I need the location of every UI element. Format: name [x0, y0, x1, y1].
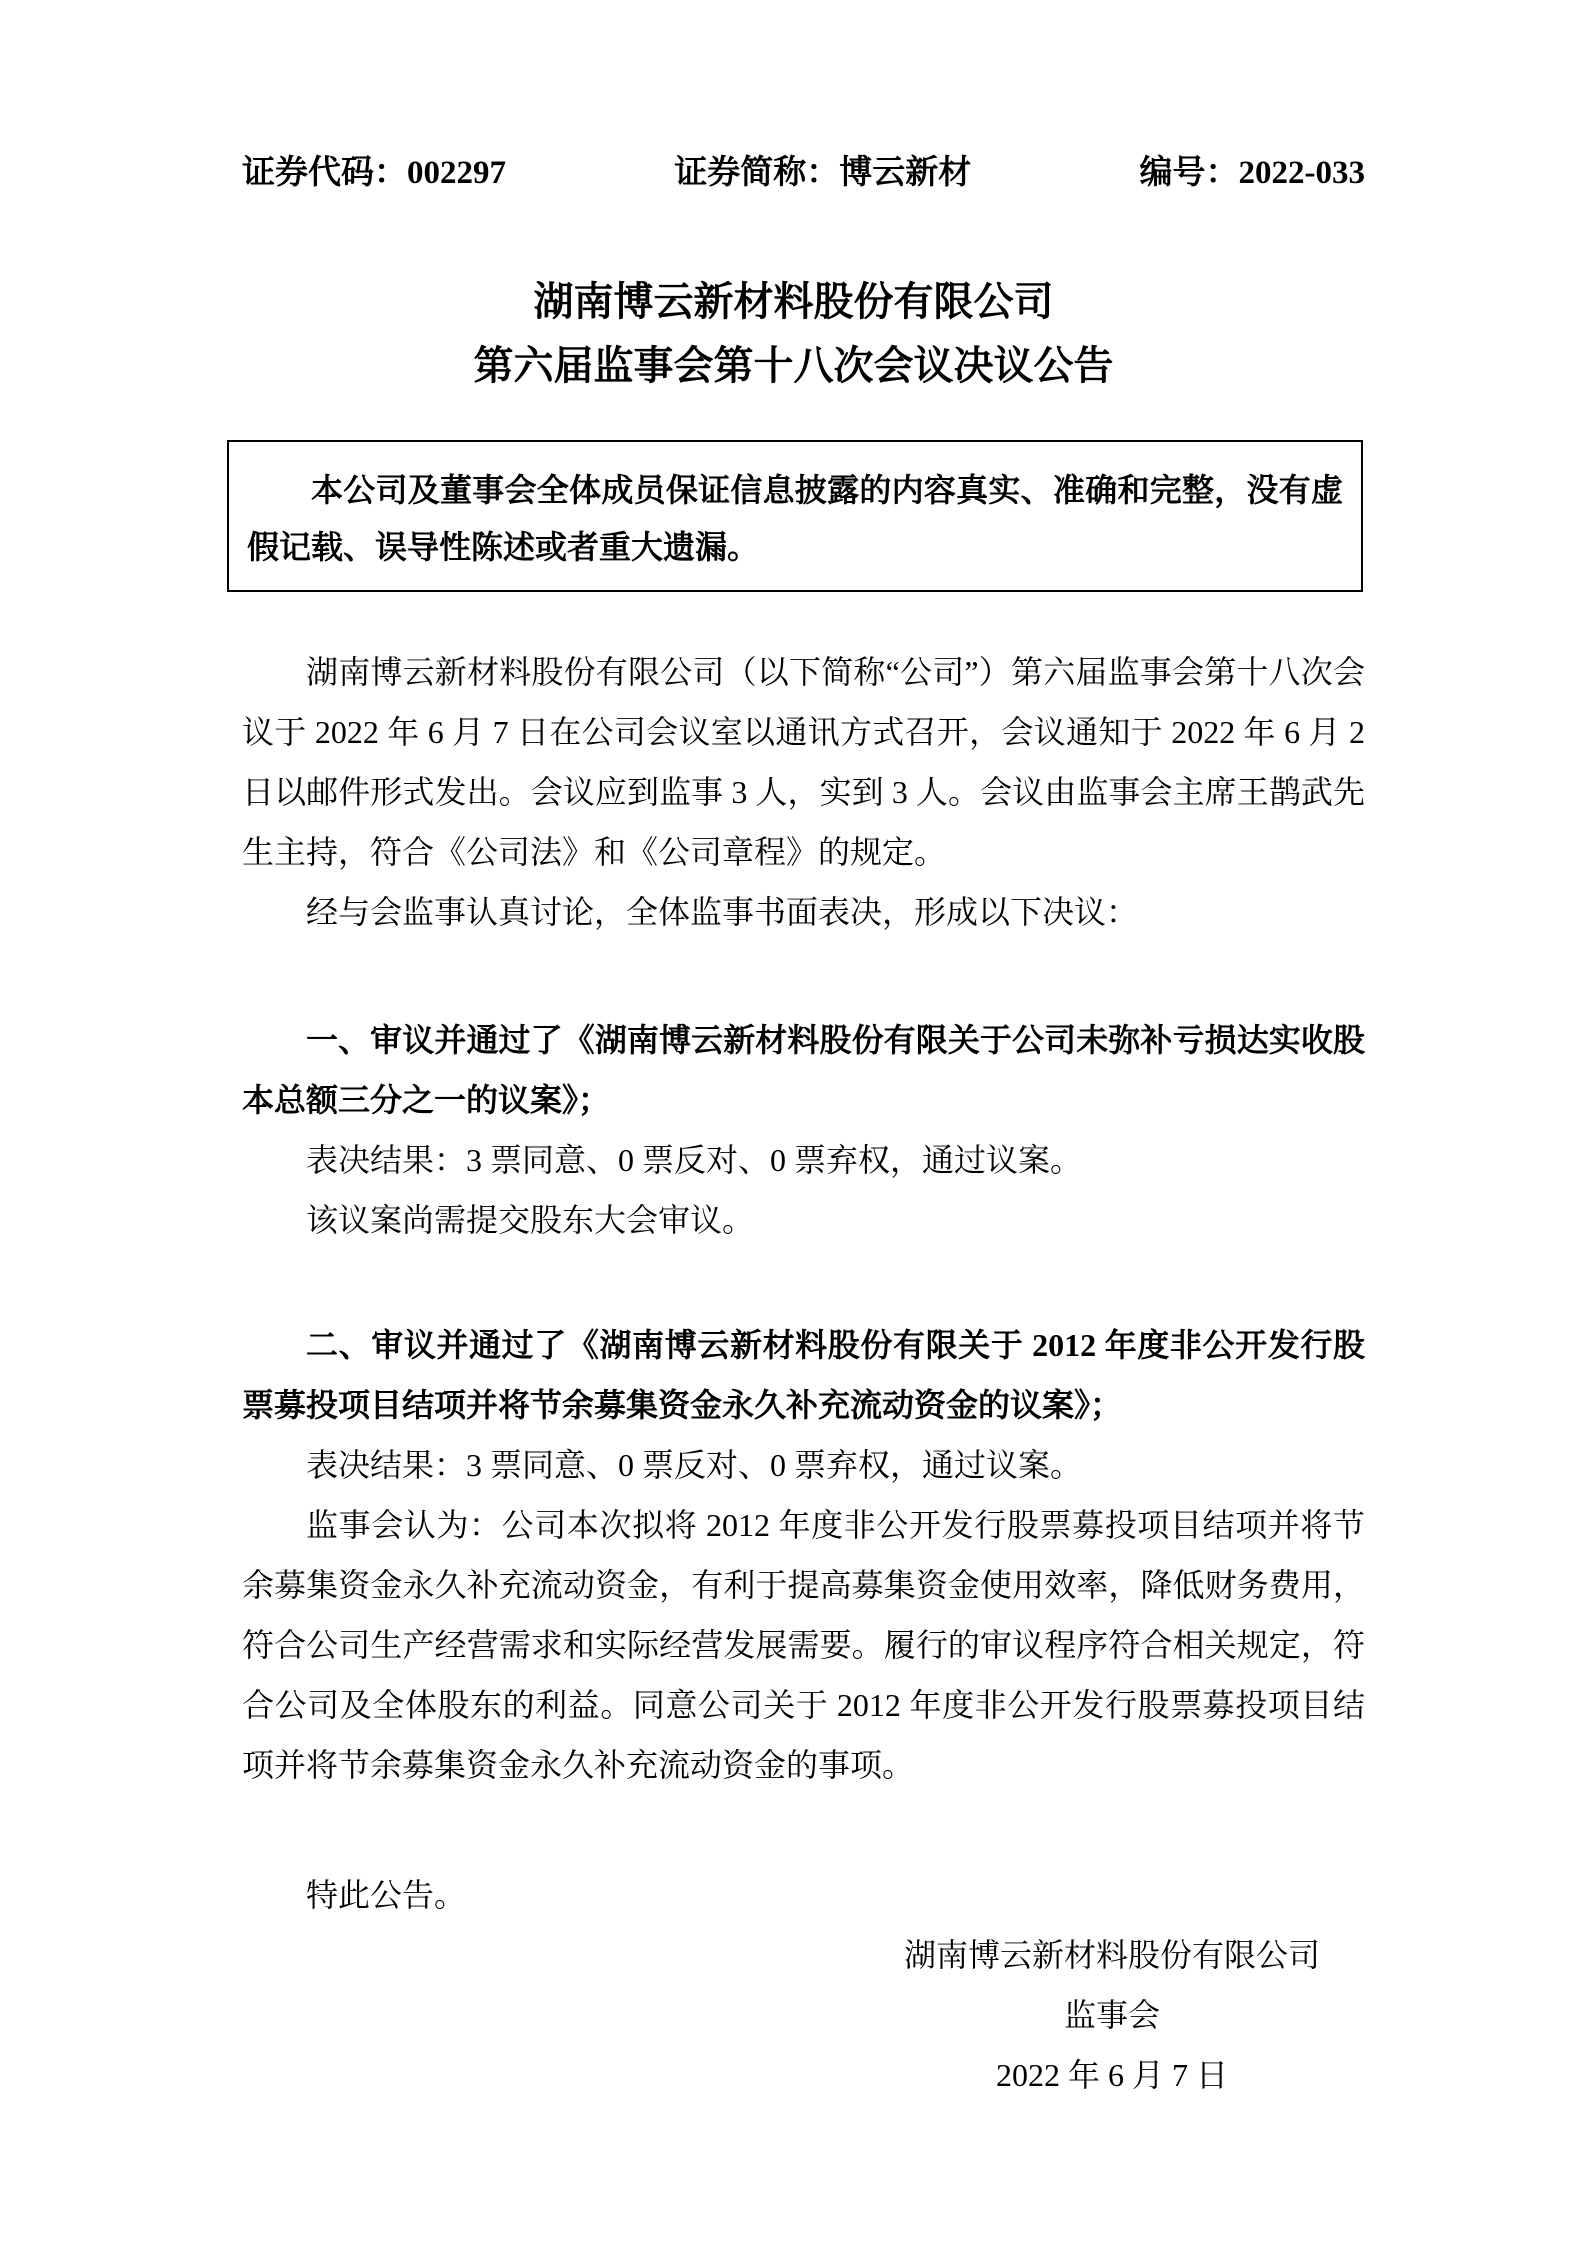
announcement-number: 编号：2022-033	[1139, 155, 1365, 191]
resolution-1-title: 一、审议并通过了《湖南博云新材料股份有限关于公司未弥补亏损达实收股本总额三分之一的议案》；	[242, 1022, 1365, 1118]
signature-board: 监事会	[1063, 1997, 1160, 2033]
signature-company: 湖南博云新材料股份有限公司	[903, 1937, 1320, 1973]
paragraph-resolution-intro: 经与会监事认真讨论，全体监事书面表决，形成以下决议：	[306, 894, 1139, 930]
resolution-2-title: 二、审议并通过了《湖南博云新材料股份有限关于 2012 年度非公开发行股票募投项目结项并将节余募集资金永久补充流动资金的议案》；	[242, 1327, 1365, 1423]
document-header	[242, 146, 1365, 193]
announcement-title: 第六届监事会第十八次会议决议公告	[473, 343, 1114, 388]
company-title: 湖南博云新材料股份有限公司	[533, 279, 1054, 324]
document-body	[242, 642, 1365, 1925]
signature-date: 2022 年 6 月 7 日	[995, 2057, 1228, 2093]
paragraph-meeting-info: 湖南博云新材料股份有限公司（以下简称“公司”）第六届监事会第十八次会议于 2022 年 6 月 7 日在公司会议室以通讯方式召开，会议通知于 2022 年 6 月 2 日以邮件形式发出。会议应到监事 3 人，实到 3 人。会议由监事会主席王鹊武先生主持，符合《公司法》和《公司章程》的规定。	[242, 654, 1365, 870]
disclaimer-box	[227, 440, 1363, 592]
resolution-1-note: 该议案尚需提交股东大会审议。	[306, 1202, 755, 1238]
signature-block	[897, 1925, 1327, 2105]
resolution-2-opinion: 监事会认为：公司本次拟将 2012 年度非公开发行股票募投项目结项并将节余募集资金永久补充流动资金，有利于提高募集资金使用效率，降低财务费用，符合公司生产经营需求和实际经营发展需要。履行的审议程序符合相关规定，符合公司及全体股东的利益。同意公司关于 2012 年度非公开发行股票募投项目结项并将节余募集资金永久补充流动资金的事项。	[242, 1507, 1365, 1783]
title-block	[0, 270, 1587, 398]
disclaimer-text: 本公司及董事会全体成员保证信息披露的内容真实、准确和完整，没有虚假记载、误导性陈述或者重大遗漏。	[247, 472, 1343, 565]
stock-short-name: 证券简称：博云新材	[674, 155, 972, 191]
stock-code: 证券代码：002297	[242, 155, 506, 191]
resolution-2-vote-result: 表决结果：3 票同意、0 票反对、0 票弃权，通过议案。	[306, 1447, 1083, 1483]
resolution-1-vote-result: 表决结果：3 票同意、0 票反对、0 票弃权，通过议案。	[306, 1142, 1083, 1178]
closing-statement: 特此公告。	[306, 1877, 467, 1913]
